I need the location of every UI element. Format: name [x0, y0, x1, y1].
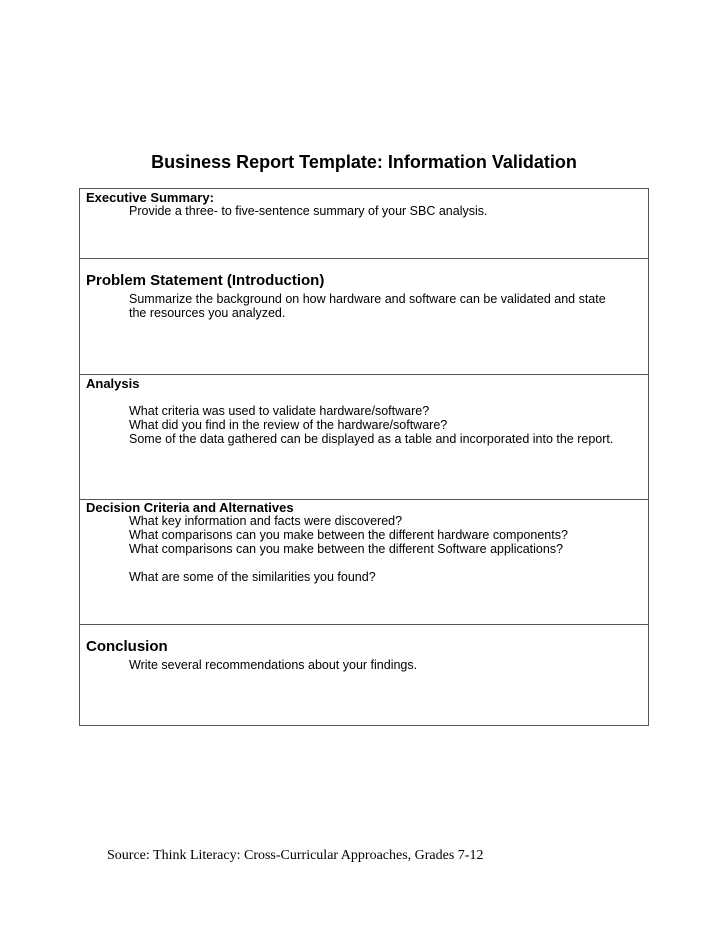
- section-analysis: [80, 375, 648, 500]
- section-heading: Conclusion: [86, 638, 168, 655]
- section-line: What are some of the similarities you found?: [129, 570, 376, 584]
- section-line: Some of the data gathered can be displayed as a table and incorporated into the report.: [129, 432, 614, 446]
- section-line: Summarize the background on how hardware and software can be validated and state: [129, 292, 606, 306]
- section-heading: Analysis: [86, 376, 140, 391]
- section-line: the resources you analyzed.: [129, 306, 286, 320]
- section-line: What comparisons can you make between the different Software applications?: [129, 542, 564, 556]
- section-heading: Decision Criteria and Alternatives: [86, 500, 294, 515]
- section-line: What comparisons can you make between the different hardware components?: [129, 528, 568, 542]
- section-heading: Problem Statement (Introduction): [86, 272, 325, 289]
- section-line: What key information and facts were discovered?: [129, 514, 403, 528]
- section-line: Provide a three- to five-sentence summary of your SBC analysis.: [129, 204, 488, 218]
- report-template-table: [79, 188, 649, 726]
- section-conclusion: [80, 625, 648, 725]
- section-line: What criteria was used to validate hardware/software?: [129, 404, 430, 418]
- source-citation: Source: Think Literacy: Cross-Curricular Approaches, Grades 7-12: [107, 848, 484, 863]
- section-heading: Executive Summary:: [86, 190, 214, 205]
- section-executive-summary: [80, 189, 648, 259]
- section-problem-statement: [80, 259, 648, 375]
- section-line: What did you find in the review of the hardware/software?: [129, 418, 448, 432]
- document-title: Business Report Template: Information Validation: [151, 152, 577, 172]
- section-decision-criteria: [80, 500, 648, 625]
- section-line: Write several recommendations about your findings.: [129, 658, 418, 672]
